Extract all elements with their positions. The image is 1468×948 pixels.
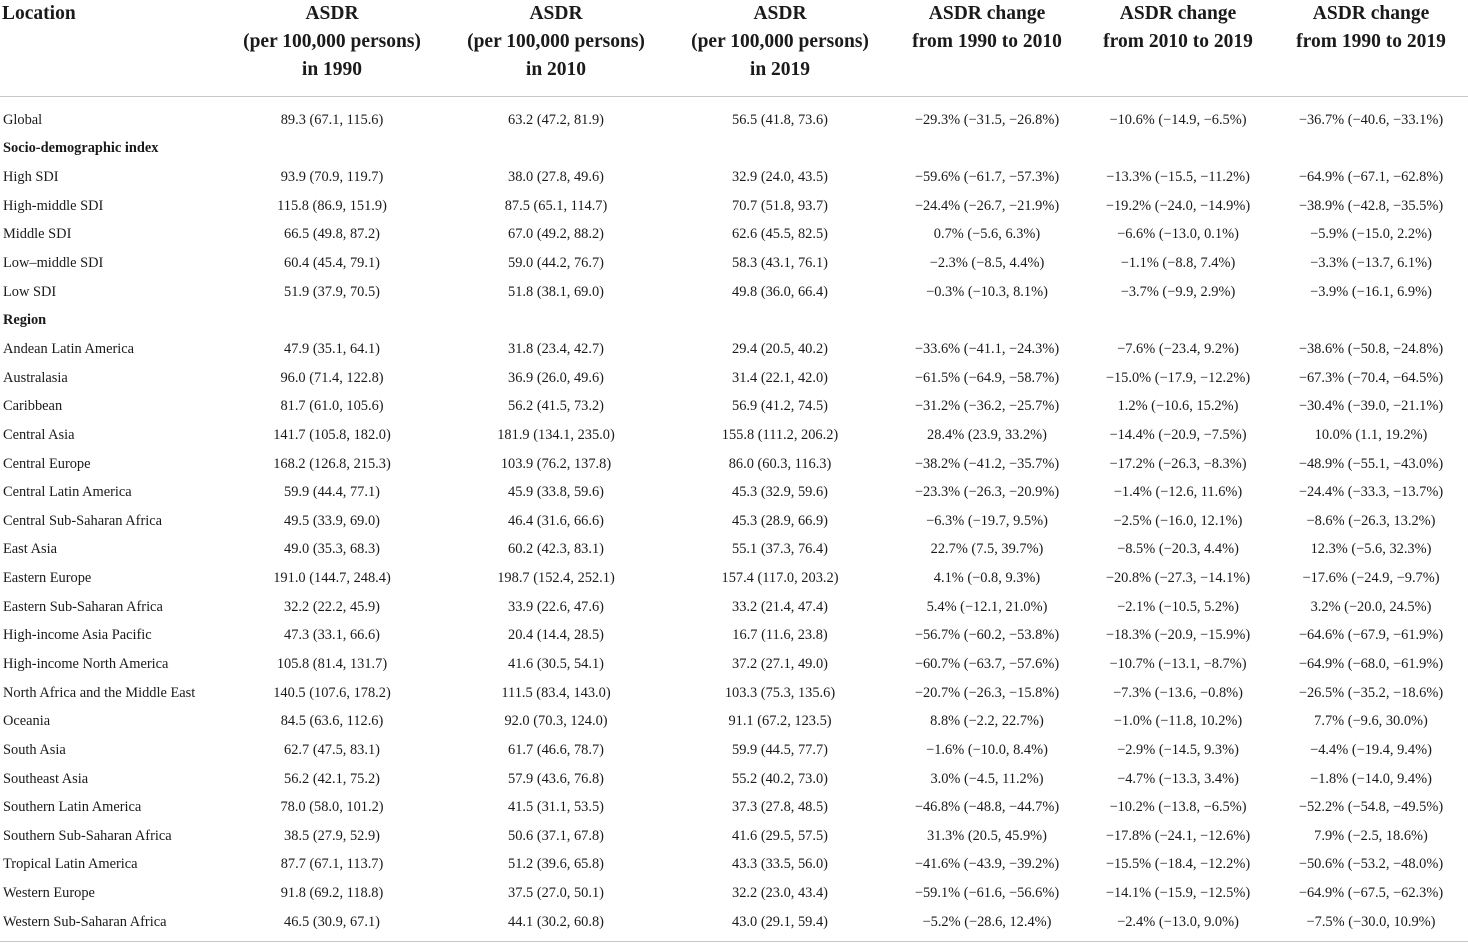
value-cell: −19.2% (−24.0, −14.9%) [1105, 197, 1251, 214]
value-cell: −50.6% (−53.2, −48.0%) [1298, 856, 1444, 873]
location-cell: Low–middle SDI [3, 255, 104, 272]
value-cell: 81.7 (61.0, 105.6) [280, 398, 384, 415]
header-line: ASDR [305, 3, 359, 24]
value-cell: −2.4% (−13.0, 9.0%) [1082, 908, 1274, 941]
location-cell: East Asia [3, 541, 57, 558]
location-cell: Australasia [3, 369, 68, 386]
value-cell: −56.7% (−60.2, −53.8%) [914, 627, 1060, 644]
value-cell: 56.5 (41.8, 73.6) [732, 111, 828, 128]
table-row [0, 679, 1468, 708]
value-cell: 96.0 (71.4, 122.8) [280, 369, 384, 386]
table-row [0, 364, 1468, 393]
value-cell: −31.2% (−36.2, −25.7%) [914, 398, 1060, 415]
value-cell: −1.1% (−8.8, 7.4%) [1120, 255, 1236, 272]
value-cell: −64.9% (−67.1, −62.8%) [1298, 169, 1444, 186]
value-cell: −48.9% (−55.1, −43.0%) [1298, 455, 1444, 472]
value-cell: −26.5% (−35.2, −18.6%) [1298, 684, 1444, 701]
value-cell: −5.2% (−28.6, 12.4%) [892, 908, 1082, 941]
value-cell [444, 306, 668, 335]
location-cell: Southern Sub-Saharan Africa [3, 827, 172, 844]
table-row [0, 478, 1468, 507]
value-cell: 37.5 (27.0, 50.1) [508, 885, 604, 902]
value-cell: 20.4 (14.4, 28.5) [508, 627, 604, 644]
value-cell: −36.7% (−40.6, −33.1%) [1298, 111, 1444, 128]
value-cell: 45.3 (28.9, 66.9) [732, 512, 828, 529]
location-cell: Southeast Asia [3, 770, 89, 787]
value-cell: 111.5 (83.4, 143.0) [501, 684, 611, 701]
value-cell: 28.4% (23.9, 33.2%) [927, 426, 1047, 443]
value-cell: −41.6% (−43.9, −39.2%) [914, 856, 1060, 873]
location-cell: Middle SDI [3, 226, 72, 243]
location-cell: Tropical Latin America [3, 856, 138, 873]
table-row [0, 593, 1468, 622]
section-label: Region [3, 312, 47, 329]
value-cell [220, 306, 444, 335]
header-asdr-2019 [668, 0, 892, 97]
value-cell: 55.1 (37.3, 76.4) [732, 541, 828, 558]
header-line: in 1990 [301, 59, 363, 80]
value-cell: −29.3% (−31.5, −26.8%) [914, 111, 1060, 128]
value-cell: 62.7 (47.5, 83.1) [284, 741, 380, 758]
value-cell: −20.7% (−26.3, −15.8%) [914, 684, 1060, 701]
table-row [0, 650, 1468, 679]
table-row [0, 192, 1468, 221]
header-line: from 1990 to 2019 [1296, 31, 1446, 52]
value-cell: 31.8 (23.4, 42.7) [508, 340, 604, 357]
value-cell: 60.4 (45.4, 79.1) [284, 255, 380, 272]
location-cell: High-income Asia Pacific [3, 627, 152, 644]
location-cell: High-income North America [3, 655, 169, 672]
header-line: in 2010 [525, 59, 587, 80]
location-cell: North Africa and the Middle East [3, 684, 196, 701]
value-cell: 198.7 (152.4, 252.1) [497, 570, 615, 587]
value-cell: −7.5% (−30.0, 10.9%) [1274, 908, 1468, 941]
value-cell: 47.3 (33.1, 66.6) [284, 627, 380, 644]
table-row [0, 392, 1468, 421]
value-cell: −10.2% (−13.8, −6.5%) [1109, 799, 1247, 816]
value-cell: 105.8 (81.4, 131.7) [276, 655, 388, 672]
location-cell: Central Latin America [3, 484, 132, 501]
table-row [0, 507, 1468, 536]
header-line: ASDR [753, 3, 807, 24]
location-cell: Western Europe [3, 885, 95, 902]
header-location: Location [0, 0, 220, 97]
table-row [0, 793, 1468, 822]
value-cell: 103.9 (76.2, 137.8) [500, 455, 612, 472]
value-cell: −3.7% (−9.9, 2.9%) [1120, 283, 1236, 300]
value-cell: 103.3 (75.3, 135.6) [724, 684, 836, 701]
location-cell: Western Sub-Saharan Africa [0, 908, 220, 941]
value-cell: 32.9 (24.0, 43.5) [732, 169, 828, 186]
value-cell: 49.0 (35.3, 68.3) [284, 541, 380, 558]
value-cell: 41.6 (30.5, 54.1) [508, 655, 604, 672]
value-cell: 41.6 (29.5, 57.5) [732, 827, 828, 844]
location-cell: Oceania [3, 713, 51, 730]
value-cell: 41.5 (31.1, 53.5) [508, 799, 604, 816]
table-body [0, 97, 1468, 942]
value-cell: 78.0 (58.0, 101.2) [280, 799, 384, 816]
value-cell: 93.9 (70.9, 119.7) [280, 169, 384, 186]
value-cell: 10.0% (1.1, 19.2%) [1314, 426, 1428, 443]
value-cell: 29.4 (20.5, 40.2) [732, 340, 828, 357]
value-cell: −1.0% (−11.8, 10.2%) [1113, 713, 1243, 730]
header-line: in 2019 [749, 59, 811, 80]
table-row [0, 564, 1468, 593]
table-row [0, 450, 1468, 479]
value-cell: 115.8 (86.9, 151.9) [277, 197, 387, 214]
header-line: from 2010 to 2019 [1103, 31, 1253, 52]
table-row [0, 822, 1468, 851]
value-cell: −61.5% (−64.9, −58.7%) [914, 369, 1060, 386]
value-cell: 32.2 (22.2, 45.9) [284, 598, 380, 615]
location-cell: Southern Latin America [3, 799, 142, 816]
section-label: Socio-demographic index [3, 140, 159, 157]
value-cell: −4.4% (−19.4, 9.4%) [1310, 741, 1432, 758]
value-cell: 66.5 (49.8, 87.2) [284, 226, 380, 243]
value-cell [1082, 135, 1274, 164]
value-cell: −2.5% (−16.0, 12.1%) [1113, 512, 1243, 529]
value-cell: −67.3% (−70.4, −64.5%) [1298, 369, 1444, 386]
value-cell [1274, 135, 1468, 164]
header-asdr-2010 [444, 0, 668, 97]
header-line: from 1990 to 2010 [912, 31, 1062, 52]
header-line: ASDR change [928, 3, 1046, 24]
value-cell: 155.8 (111.2, 206.2) [721, 426, 839, 443]
value-cell: −38.9% (−42.8, −35.5%) [1298, 197, 1444, 214]
header-line: ASDR [529, 3, 583, 24]
value-cell: 33.2 (21.4, 47.4) [732, 598, 828, 615]
value-cell: −24.4% (−26.7, −21.9%) [914, 197, 1060, 214]
value-cell: −0.3% (−10.3, 8.1%) [926, 283, 1048, 300]
value-cell: 87.7 (67.1, 113.7) [280, 856, 384, 873]
value-cell: −52.2% (−54.8, −49.5%) [1298, 799, 1444, 816]
value-cell: −10.7% (−13.1, −8.7%) [1109, 655, 1247, 672]
location-cell: Eastern Sub-Saharan Africa [3, 598, 163, 615]
value-cell: 47.9 (35.1, 64.1) [284, 340, 380, 357]
value-cell: 44.1 (30.2, 60.8) [444, 908, 668, 941]
location-cell: Andean Latin America [3, 340, 135, 357]
value-cell: 31.4 (22.1, 42.0) [732, 369, 828, 386]
value-cell [892, 306, 1082, 335]
value-cell: −2.9% (−14.5, 9.3%) [1117, 741, 1239, 758]
value-cell: 84.5 (63.6, 112.6) [280, 713, 384, 730]
value-cell: 60.2 (42.3, 83.1) [508, 541, 604, 558]
value-cell: −4.7% (−13.3, 3.4%) [1117, 770, 1239, 787]
location-cell: High-middle SDI [3, 197, 104, 214]
location-cell: Low SDI [3, 283, 57, 300]
value-cell: −64.6% (−67.9, −61.9%) [1298, 627, 1444, 644]
value-cell: 58.3 (43.1, 76.1) [732, 255, 828, 272]
value-cell [668, 306, 892, 335]
value-cell: −1.4% (−12.6, 11.6%) [1113, 484, 1243, 501]
value-cell [1082, 306, 1274, 335]
location-cell: Global [3, 111, 43, 128]
header-line: (per 100,000 persons) [467, 31, 645, 52]
value-cell: 43.0 (29.1, 59.4) [668, 908, 892, 941]
value-cell: 37.2 (27.1, 49.0) [732, 655, 828, 672]
value-cell: 7.9% (−2.5, 18.6%) [1314, 827, 1428, 844]
value-cell: 5.4% (−12.1, 21.0%) [926, 598, 1048, 615]
value-cell: 191.0 (144.7, 248.4) [273, 570, 391, 587]
value-cell [444, 135, 668, 164]
value-cell: 67.0 (49.2, 88.2) [508, 226, 604, 243]
value-cell: −59.6% (−61.7, −57.3%) [914, 169, 1060, 186]
location-cell: Eastern Europe [3, 570, 92, 587]
value-cell: −7.6% (−23.4, 9.2%) [1117, 340, 1239, 357]
value-cell: −23.3% (−26.3, −20.9%) [914, 484, 1060, 501]
value-cell: 61.7 (46.6, 78.7) [508, 741, 604, 758]
location-cell: Central Europe [3, 455, 91, 472]
value-cell: 70.7 (51.8, 93.7) [732, 197, 828, 214]
value-cell: 51.9 (37.9, 70.5) [284, 283, 380, 300]
table-row [0, 707, 1468, 736]
value-cell: 43.3 (33.5, 56.0) [732, 856, 828, 873]
table-row [0, 221, 1468, 250]
value-cell: 16.7 (11.6, 23.8) [732, 627, 828, 644]
section-header-row [0, 135, 1468, 164]
value-cell: 36.9 (26.0, 49.6) [508, 369, 604, 386]
value-cell: 31.3% (20.5, 45.9%) [927, 827, 1047, 844]
value-cell: −24.4% (−33.3, −13.7%) [1298, 484, 1444, 501]
header-change-2010-2019 [1082, 0, 1274, 97]
value-cell: 59.9 (44.4, 77.1) [284, 484, 380, 501]
value-cell: 1.2% (−10.6, 15.2%) [1117, 398, 1239, 415]
value-cell: −60.7% (−63.7, −57.6%) [914, 655, 1060, 672]
value-cell [1274, 306, 1468, 335]
value-cell: 157.4 (117.0, 203.2) [721, 570, 839, 587]
value-cell: 59.9 (44.5, 77.7) [732, 741, 828, 758]
value-cell: 32.2 (23.0, 43.4) [732, 885, 828, 902]
value-cell: −14.1% (−15.9, −12.5%) [1105, 885, 1251, 902]
value-cell: −15.5% (−18.4, −12.2%) [1105, 856, 1251, 873]
value-cell: −1.6% (−10.0, 8.4%) [926, 741, 1048, 758]
value-cell: 168.2 (126.8, 215.3) [273, 455, 391, 472]
table-row [0, 278, 1468, 307]
location-cell: Central Sub-Saharan Africa [3, 512, 163, 529]
value-cell: 56.9 (41.2, 74.5) [732, 398, 828, 415]
header-change-1990-2010 [892, 0, 1082, 97]
value-cell: 55.2 (40.2, 73.0) [732, 770, 828, 787]
value-cell: 45.9 (33.8, 59.6) [508, 484, 604, 501]
value-cell: 8.8% (−2.2, 22.7%) [930, 713, 1044, 730]
value-cell: 50.6 (37.1, 67.8) [508, 827, 604, 844]
location-cell: High SDI [3, 169, 59, 186]
value-cell: −8.6% (−26.3, 13.2%) [1306, 512, 1436, 529]
value-cell: −3.9% (−16.1, 6.9%) [1310, 283, 1432, 300]
value-cell: −38.6% (−50.8, −24.8%) [1298, 340, 1444, 357]
value-cell: −15.0% (−17.9, −12.2%) [1105, 369, 1251, 386]
value-cell: −17.6% (−24.9, −9.7%) [1302, 570, 1440, 587]
value-cell: −6.6% (−13.0, 0.1%) [1117, 226, 1239, 243]
value-cell: −38.2% (−41.2, −35.7%) [914, 455, 1060, 472]
value-cell: 92.0 (70.3, 124.0) [504, 713, 608, 730]
table-row [0, 335, 1468, 364]
table-row [0, 879, 1468, 908]
value-cell [220, 135, 444, 164]
value-cell: 49.5 (33.9, 69.0) [284, 512, 380, 529]
value-cell: −1.8% (−14.0, 9.4%) [1310, 770, 1432, 787]
header-asdr-1990 [220, 0, 444, 97]
value-cell: 22.7% (7.5, 39.7%) [930, 541, 1044, 558]
value-cell: 49.8 (36.0, 66.4) [732, 283, 828, 300]
value-cell: 89.3 (67.1, 115.6) [280, 111, 384, 128]
value-cell: −5.9% (−15.0, 2.2%) [1310, 226, 1432, 243]
value-cell: 3.2% (−20.0, 24.5%) [1310, 598, 1432, 615]
table-row [0, 249, 1468, 278]
value-cell: −20.8% (−27.3, −14.1%) [1105, 570, 1251, 587]
value-cell: −33.6% (−41.1, −24.3%) [914, 340, 1060, 357]
value-cell: 86.0 (60.3, 116.3) [728, 455, 832, 472]
value-cell: −14.4% (−20.9, −7.5%) [1109, 426, 1247, 443]
value-cell: 51.8 (38.1, 69.0) [508, 283, 604, 300]
value-cell: 46.5 (30.9, 67.1) [220, 908, 444, 941]
section-header-row [0, 306, 1468, 335]
value-cell: 38.0 (27.8, 49.6) [508, 169, 604, 186]
value-cell: 38.5 (27.9, 52.9) [284, 827, 380, 844]
value-cell: 46.4 (31.6, 66.6) [508, 512, 604, 529]
location-cell: South Asia [3, 741, 66, 758]
location-cell: Caribbean [3, 398, 63, 415]
table-row [0, 765, 1468, 794]
value-cell: 37.3 (27.8, 48.5) [732, 799, 828, 816]
value-cell: 12.3% (−5.6, 32.3%) [1310, 541, 1432, 558]
value-cell: −17.8% (−24.1, −12.6%) [1105, 827, 1251, 844]
value-cell: 3.0% (−4.5, 11.2%) [930, 770, 1044, 787]
header-line: ASDR change [1312, 3, 1430, 24]
value-cell [892, 135, 1082, 164]
value-cell: 62.6 (45.5, 82.5) [732, 226, 828, 243]
value-cell: 0.7% (−5.6, 6.3%) [933, 226, 1041, 243]
value-cell: −6.3% (−19.7, 9.5%) [926, 512, 1048, 529]
table-row [0, 97, 1468, 135]
value-cell [668, 135, 892, 164]
value-cell: −59.1% (−61.6, −56.6%) [914, 885, 1060, 902]
value-cell: −18.3% (−20.9, −15.9%) [1105, 627, 1251, 644]
value-cell: 140.5 (107.6, 178.2) [273, 684, 391, 701]
value-cell: 45.3 (32.9, 59.6) [732, 484, 828, 501]
value-cell: −3.3% (−13.7, 6.1%) [1310, 255, 1432, 272]
value-cell: −13.3% (−15.5, −11.2%) [1106, 169, 1250, 186]
value-cell: 56.2 (42.1, 75.2) [284, 770, 380, 787]
table-row [0, 908, 1468, 941]
header-change-1990-2019 [1274, 0, 1468, 97]
table-row [0, 622, 1468, 651]
value-cell: −8.5% (−20.3, 4.4%) [1117, 541, 1239, 558]
value-cell: 56.2 (41.5, 73.2) [508, 398, 604, 415]
table-row [0, 421, 1468, 450]
value-cell: −17.2% (−26.3, −8.3%) [1109, 455, 1247, 472]
location-cell: Central Asia [3, 426, 75, 443]
value-cell: −2.3% (−8.5, 4.4%) [929, 255, 1045, 272]
table-header [0, 0, 1468, 97]
header-line: (per 100,000 persons) [243, 31, 421, 52]
value-cell: 91.1 (67.2, 123.5) [728, 713, 832, 730]
value-cell: 7.7% (−9.6, 30.0%) [1314, 713, 1428, 730]
value-cell: 91.8 (69.2, 118.8) [280, 885, 384, 902]
value-cell: −2.1% (−10.5, 5.2%) [1117, 598, 1239, 615]
table-row [0, 163, 1468, 192]
value-cell: −7.3% (−13.6, −0.8%) [1113, 684, 1243, 701]
value-cell: −64.9% (−67.5, −62.3%) [1298, 885, 1444, 902]
header-line: (per 100,000 persons) [691, 31, 869, 52]
value-cell: 181.9 (134.1, 235.0) [497, 426, 615, 443]
value-cell: −64.9% (−68.0, −61.9%) [1298, 655, 1444, 672]
value-cell: 51.2 (39.6, 65.8) [508, 856, 604, 873]
value-cell: −46.8% (−48.8, −44.7%) [914, 799, 1060, 816]
header-row [0, 0, 1468, 97]
table-row [0, 851, 1468, 880]
table-row [0, 536, 1468, 565]
value-cell: 87.5 (65.1, 114.7) [504, 197, 608, 214]
value-cell: 141.7 (105.8, 182.0) [273, 426, 391, 443]
table-row [0, 736, 1468, 765]
value-cell: −30.4% (−39.0, −21.1%) [1298, 398, 1444, 415]
value-cell: 59.0 (44.2, 76.7) [508, 255, 604, 272]
value-cell: 57.9 (43.6, 76.8) [508, 770, 604, 787]
value-cell: 63.2 (47.2, 81.9) [508, 111, 604, 128]
value-cell: 4.1% (−0.8, 9.3%) [933, 570, 1041, 587]
header-line: ASDR change [1119, 3, 1237, 24]
value-cell: −10.6% (−14.9, −6.5%) [1109, 111, 1247, 128]
value-cell: 33.9 (22.6, 47.6) [508, 598, 604, 615]
